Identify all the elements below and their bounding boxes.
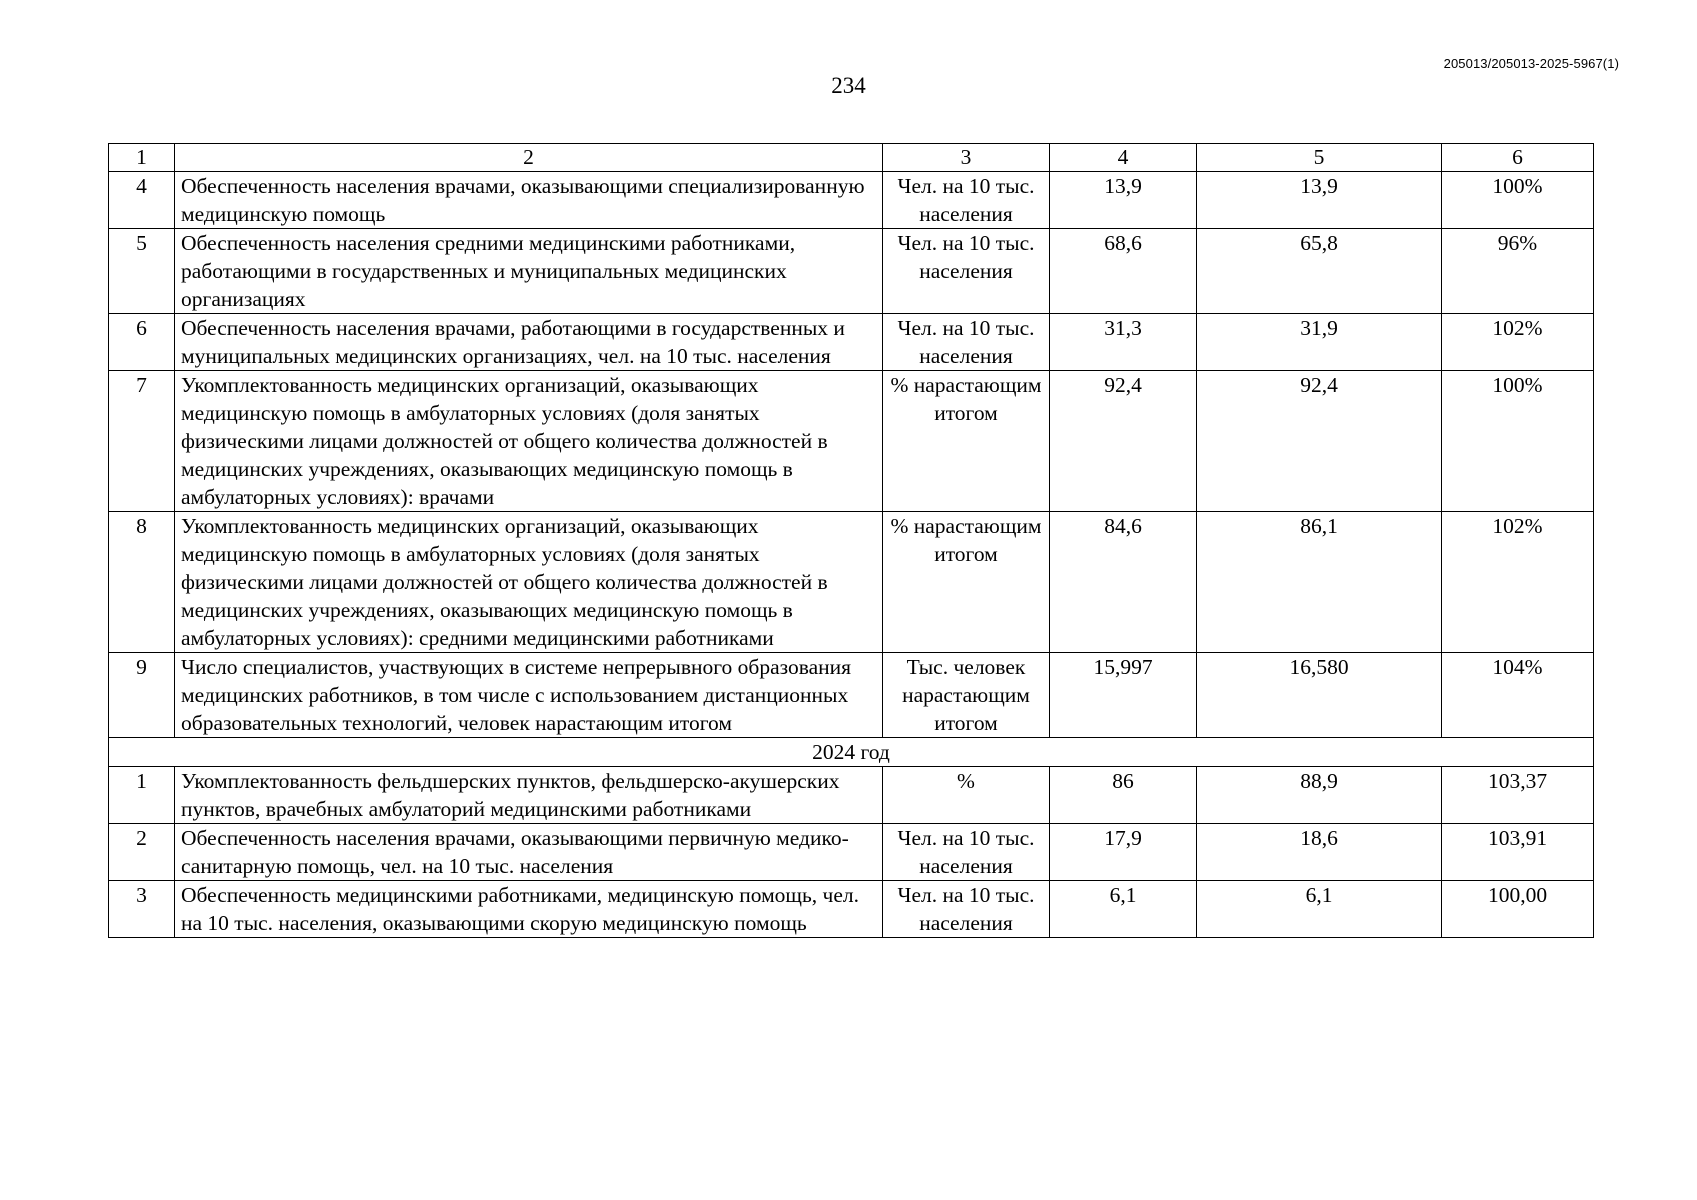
indicator-name: Обеспеченность населения врачами, оказывающими специализированную медицинскую помощь — [175, 172, 883, 229]
row-number: 4 — [109, 172, 175, 229]
column-header: 6 — [1442, 144, 1594, 172]
unit-of-measure: Чел. на 10 тыс. населения — [883, 314, 1050, 371]
percent-value: 100% — [1442, 172, 1594, 229]
indicator-name: Укомплектованность медицинских организаций, оказывающих медицинскую помощь в амбулаторных условиях (доля занятых физическими лицами должностей от общего количества должностей в медицинских учреждениях, оказывающих медицинскую помощь в амбулаторных условиях): врачами — [175, 371, 883, 512]
table-row — [109, 512, 1594, 653]
plan-value: 15,997 — [1050, 653, 1197, 738]
fact-value: 13,9 — [1197, 172, 1442, 229]
plan-value: 92,4 — [1050, 371, 1197, 512]
fact-value: 86,1 — [1197, 512, 1442, 653]
indicator-name: Обеспеченность населения средними медицинскими работниками, работающими в государственных и муниципальных медицинских организациях — [175, 229, 883, 314]
table-row — [109, 229, 1594, 314]
fact-value: 16,580 — [1197, 653, 1442, 738]
table-header-row — [109, 144, 1594, 172]
fact-value: 65,8 — [1197, 229, 1442, 314]
unit-of-measure: Чел. на 10 тыс. населения — [883, 881, 1050, 938]
row-number: 2 — [109, 824, 175, 881]
indicator-name: Обеспеченность медицинскими работниками, медицинскую помощь, чел. на 10 тыс. населения, оказывающими скорую медицинскую помощь — [175, 881, 883, 938]
page-number: 234 — [831, 73, 866, 98]
percent-value: 100% — [1442, 371, 1594, 512]
percent-value: 103,91 — [1442, 824, 1594, 881]
plan-value: 6,1 — [1050, 881, 1197, 938]
column-header: 1 — [109, 144, 175, 172]
row-number: 9 — [109, 653, 175, 738]
unit-of-measure: Тыс. человек нарастающим итогом — [883, 653, 1050, 738]
unit-of-measure: Чел. на 10 тыс. населения — [883, 229, 1050, 314]
plan-value: 13,9 — [1050, 172, 1197, 229]
column-header: 5 — [1197, 144, 1442, 172]
indicator-name: Укомплектованность медицинских организаций, оказывающих медицинскую помощь в амбулаторных условиях (доля занятых физическими лицами должностей от общего количества должностей в медицинских учреждениях, оказывающих медицинскую помощь в амбулаторных условиях): средними медицинскими работниками — [175, 512, 883, 653]
table-row — [109, 653, 1594, 738]
row-number: 7 — [109, 371, 175, 512]
indicator-name: Обеспеченность населения врачами, оказывающими первичную медико-санитарную помощь, чел. на 10 тыс. населения — [175, 824, 883, 881]
indicators-table — [108, 143, 1594, 938]
section-title: 2024 год — [109, 738, 1594, 767]
unit-of-measure: % нарастающим итогом — [883, 371, 1050, 512]
percent-value: 103,37 — [1442, 767, 1594, 824]
unit-of-measure: Чел. на 10 тыс. населения — [883, 172, 1050, 229]
row-number: 8 — [109, 512, 175, 653]
unit-of-measure: Чел. на 10 тыс. населения — [883, 824, 1050, 881]
table-row — [109, 314, 1594, 371]
plan-value: 31,3 — [1050, 314, 1197, 371]
indicator-name: Обеспеченность населения врачами, работающими в государственных и муниципальных медицинских организациях, чел. на 10 тыс. населения — [175, 314, 883, 371]
plan-value: 84,6 — [1050, 512, 1197, 653]
row-number: 1 — [109, 767, 175, 824]
unit-of-measure: % — [883, 767, 1050, 824]
row-number: 5 — [109, 229, 175, 314]
unit-of-measure: % нарастающим итогом — [883, 512, 1050, 653]
fact-value: 88,9 — [1197, 767, 1442, 824]
fact-value: 18,6 — [1197, 824, 1442, 881]
plan-value: 86 — [1050, 767, 1197, 824]
fact-value: 31,9 — [1197, 314, 1442, 371]
table-row — [109, 881, 1594, 938]
section-row — [109, 738, 1594, 767]
percent-value: 104% — [1442, 653, 1594, 738]
fact-value: 6,1 — [1197, 881, 1442, 938]
table-row — [109, 824, 1594, 881]
indicator-name: Укомплектованность фельдшерских пунктов, фельдшерско-акушерских пунктов, врачебных амбулаторий медицинскими работниками — [175, 767, 883, 824]
table-row — [109, 767, 1594, 824]
percent-value: 102% — [1442, 314, 1594, 371]
document-id: 205013/205013-2025-5967(1) — [1443, 56, 1619, 71]
plan-value: 17,9 — [1050, 824, 1197, 881]
row-number: 3 — [109, 881, 175, 938]
fact-value: 92,4 — [1197, 371, 1442, 512]
column-header: 2 — [175, 144, 883, 172]
column-header: 3 — [883, 144, 1050, 172]
table-row — [109, 371, 1594, 512]
row-number: 6 — [109, 314, 175, 371]
percent-value: 102% — [1442, 512, 1594, 653]
percent-value: 100,00 — [1442, 881, 1594, 938]
percent-value: 96% — [1442, 229, 1594, 314]
column-header: 4 — [1050, 144, 1197, 172]
table-row — [109, 172, 1594, 229]
indicator-name: Число специалистов, участвующих в системе непрерывного образования медицинских работников, в том числе с использованием дистанционных образовательных технологий, человек нарастающим итогом — [175, 653, 883, 738]
plan-value: 68,6 — [1050, 229, 1197, 314]
